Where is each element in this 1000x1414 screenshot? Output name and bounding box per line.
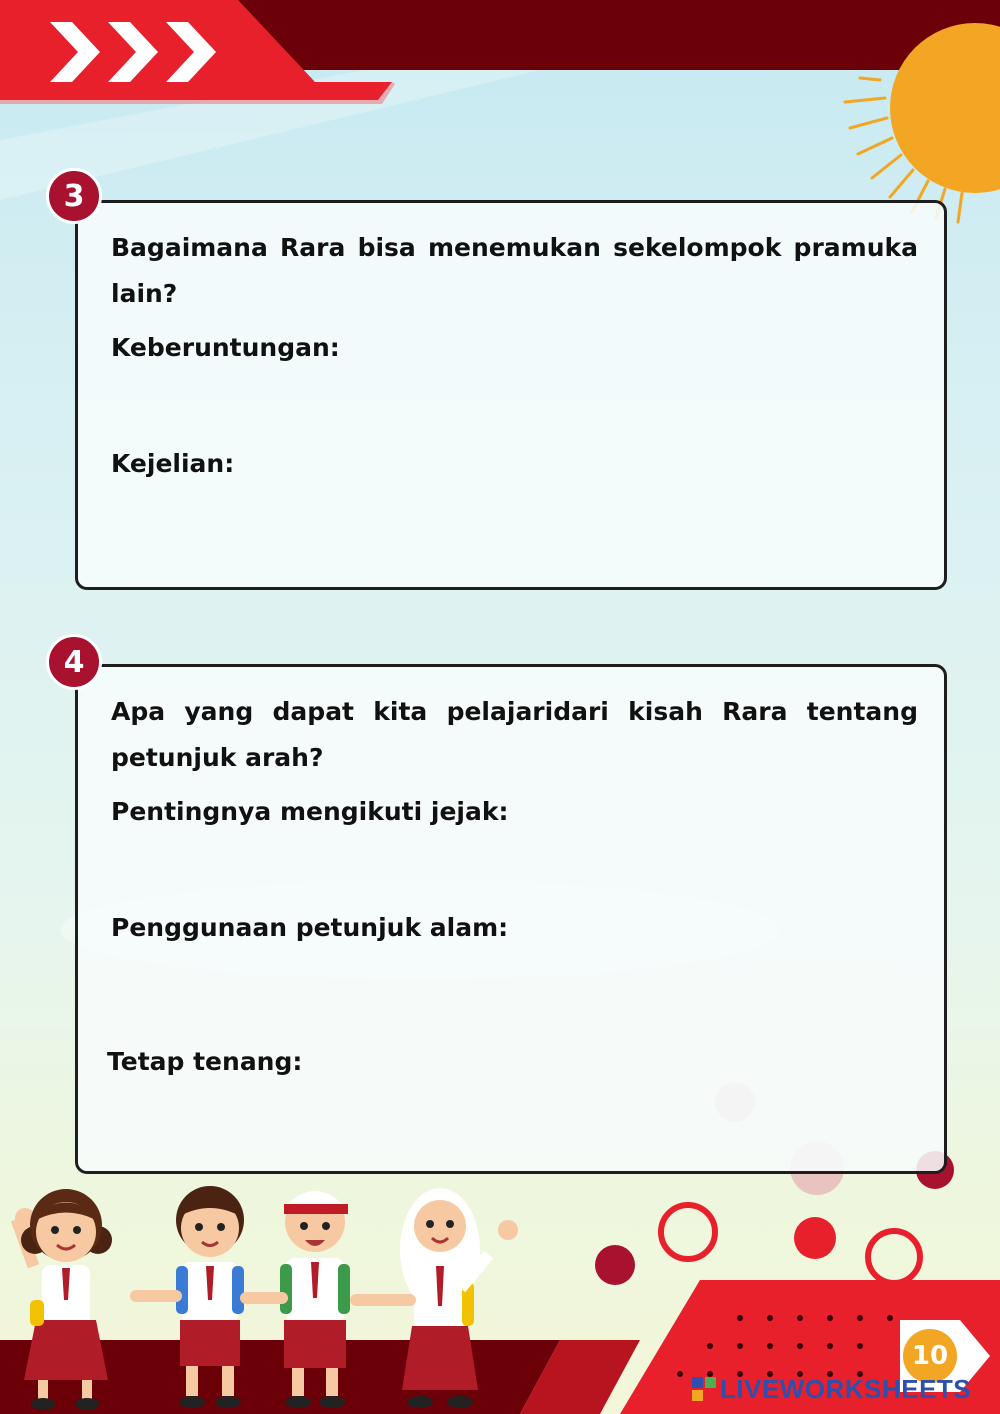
student-girl-hijab-icon — [350, 1188, 518, 1408]
prompt-penggunaan-petunjuk-alam: Penggunaan petunjuk alam: — [111, 913, 509, 942]
question-4-text: Apa yang dapat kita pelajaridari kisah Rara tentang petunjuk arah? — [111, 697, 918, 772]
question-card-3 — [75, 200, 947, 590]
brand-watermark — [692, 1374, 971, 1404]
triple-chevron-right-icon — [50, 20, 220, 84]
brand-name: LIVEWORKSHEETS — [720, 1373, 972, 1404]
student-girl-icon — [11, 1189, 112, 1410]
prompt-kejelian: Kejelian: — [111, 449, 235, 478]
question-number-4: 4 — [46, 634, 102, 690]
student-boy-icon — [130, 1186, 244, 1408]
prompt-keberuntungan: Keberuntungan: — [111, 333, 340, 362]
question-3-text: Bagaimana Rara bisa menemukan sekelompok pramuka lain? — [111, 233, 918, 308]
page-number-badge: 10 — [903, 1329, 957, 1383]
prompt-tetap-tenang: Tetap tenang: — [107, 1047, 303, 1076]
student-boy-cap-icon — [240, 1191, 350, 1408]
question-card-4 — [75, 664, 947, 1174]
prompt-pentingnya-mengikuti-jejak: Pentingnya mengikuti jejak: — [111, 797, 509, 826]
question-number-3: 3 — [46, 168, 102, 224]
students-illustration — [0, 1170, 540, 1414]
liveworksheets-logo-icon — [692, 1377, 716, 1401]
